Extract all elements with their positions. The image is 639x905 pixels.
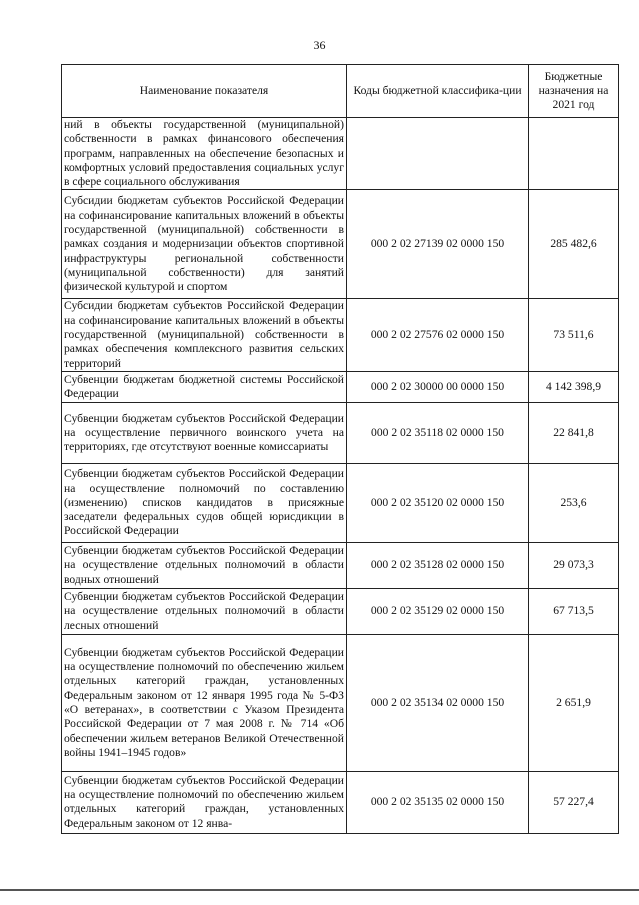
table-row <box>62 588 619 634</box>
table-row <box>62 190 619 299</box>
row-value: 285 482,6 <box>529 190 619 299</box>
row-value: 73 511,6 <box>529 299 619 371</box>
row-name: ний в объекты государственной (муниципальной) собственности в рамках финансового обеспечения программ, направленных на обеспечение безопасных и комфортных условий предоставления социальных услуг в сфере социального обслуживания <box>62 118 347 190</box>
table-row <box>62 771 619 833</box>
row-value: 57 227,4 <box>529 771 619 833</box>
row-code: 000 2 02 35118 02 0000 150 <box>347 402 529 463</box>
row-value: 4 142 398,9 <box>529 371 619 402</box>
row-name: Субвенции бюджетам субъектов Российской Федерации на осуществление полномочий по составлению (изменению) списков кандидатов в присяжные заседатели федеральных судов общей юрисдикции в Российской Федерации <box>62 463 347 542</box>
table-header-row <box>62 65 619 118</box>
row-code: 000 2 02 30000 00 0000 150 <box>347 371 529 402</box>
table-row <box>62 402 619 463</box>
header-value: Бюджетные назначения на 2021 год <box>529 65 619 118</box>
table-row <box>62 371 619 402</box>
table-row <box>62 118 619 190</box>
row-value: 253,6 <box>529 463 619 542</box>
table-row <box>62 634 619 771</box>
row-code: 000 2 02 35129 02 0000 150 <box>347 588 529 634</box>
row-name: Субвенции бюджетам субъектов Российской Федерации на осуществление полномочий по обеспечению жильем отдельных категорий граждан, установленных Федеральным законом от 12 янва- <box>62 771 347 833</box>
row-value: 67 713,5 <box>529 588 619 634</box>
row-code: 000 2 02 35134 02 0000 150 <box>347 634 529 771</box>
row-value: 2 651,9 <box>529 634 619 771</box>
page-bottom-edge <box>0 889 639 891</box>
row-name: Субвенции бюджетам субъектов Российской Федерации на осуществление первичного воинского учета на территориях, где отсутствуют военные комиссариаты <box>62 402 347 463</box>
page-number: 36 <box>313 38 326 52</box>
row-name: Субвенции бюджетам бюджетной системы Российской Федерации <box>62 371 347 402</box>
row-name: Субвенции бюджетам субъектов Российской Федерации на осуществление полномочий по обеспечению жильем отдельных категорий граждан, установленных Федеральным законом от 12 января 1995 года № 5-ФЗ «О ветеранах», в соответствии с Указом Президента Российской Федерации от 7 мая 2008 г. № 714 «Об обеспечении жильем ветеранов Великой Отечественной войны 1941–1945 годов» <box>62 634 347 771</box>
table-row <box>62 542 619 588</box>
row-value: 29 073,3 <box>529 542 619 588</box>
row-name: Субвенции бюджетам субъектов Российской Федерации на осуществление отдельных полномочий в области водных отношений <box>62 542 347 588</box>
budget-table <box>61 64 619 834</box>
header-code: Коды бюджетной классифика-ции <box>347 65 529 118</box>
row-value <box>529 118 619 190</box>
row-code <box>347 118 529 190</box>
row-code: 000 2 02 35120 02 0000 150 <box>347 463 529 542</box>
row-code: 000 2 02 27139 02 0000 150 <box>347 190 529 299</box>
row-code: 000 2 02 27576 02 0000 150 <box>347 299 529 371</box>
row-value: 22 841,8 <box>529 402 619 463</box>
row-name: Субсидии бюджетам субъектов Российской Федерации на софинансирование капитальных вложений в объекты государственной (муниципальной) собственности в рамках создания и модернизации объектов спортивной инфраструктуры региональной собственности (муниципальной собственности) для занятий физической культурой и спортом <box>62 190 347 299</box>
row-name: Субвенции бюджетам субъектов Российской Федерации на осуществление отдельных полномочий в области лесных отношений <box>62 588 347 634</box>
header-name: Наименование показателя <box>62 65 347 118</box>
row-code: 000 2 02 35128 02 0000 150 <box>347 542 529 588</box>
row-name: Субсидии бюджетам субъектов Российской Федерации на софинансирование капитальных вложений в объекты государственной (муниципальной) собственности в рамках обеспечения комплексного развития сельских территорий <box>62 299 347 371</box>
table-row <box>62 299 619 371</box>
table-row <box>62 463 619 542</box>
row-code: 000 2 02 35135 02 0000 150 <box>347 771 529 833</box>
